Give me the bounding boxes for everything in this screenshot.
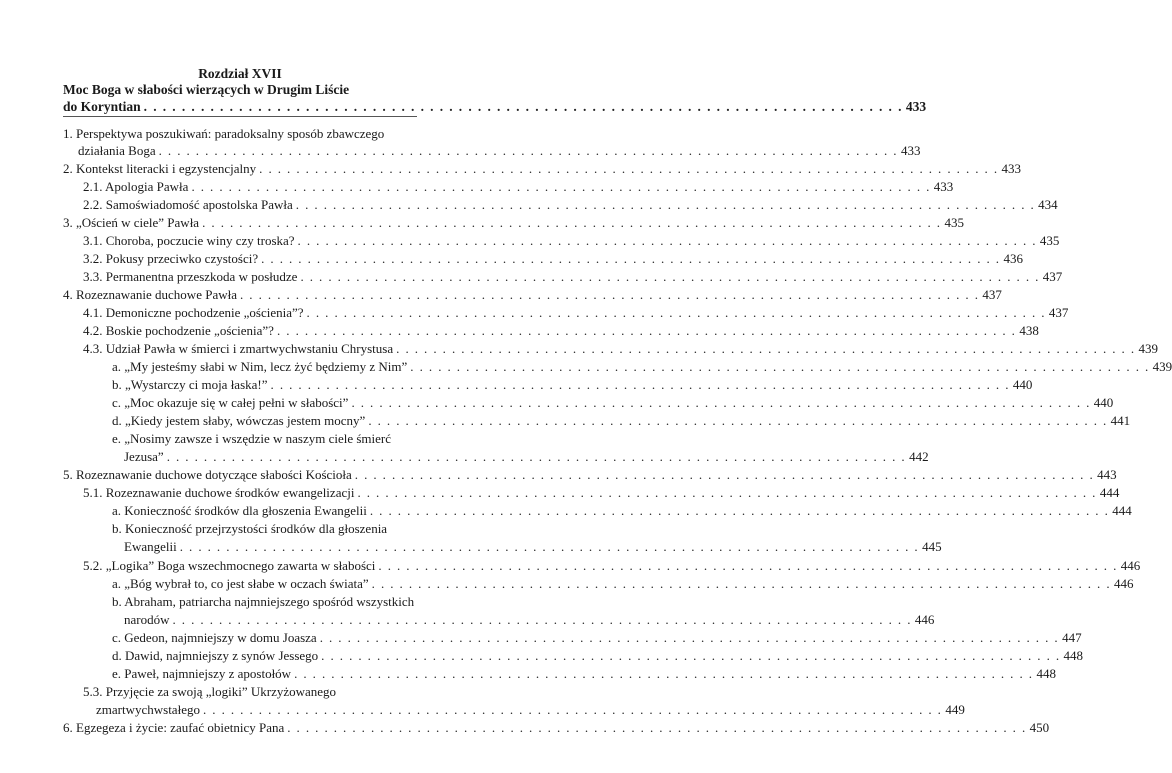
toc-entry — [63, 719, 1050, 737]
toc-entry-title: narodów — [124, 612, 170, 627]
toc-entry — [83, 250, 1023, 268]
toc-entry — [112, 394, 1114, 412]
toc-entry-title: b. Abraham, patriarcha najmniejszego spośród wszystkich — [112, 594, 415, 609]
dot-leader: . . . . . . . . . . . . . . . . . . . . . . . . . . . . . . . . . . . . . . . . . . . . . . . . . . . . . . . . . . . . . . . . . . . . . . . . . . . . . . . . — [396, 341, 1136, 356]
toc-entry-page: 445 — [922, 539, 942, 554]
chapter-title-text: Moc Boga w słabości wierzących w Drugim Liście — [63, 82, 350, 97]
toc-entry-title: 2.2. Samoświadomość apostolska Pawła — [83, 197, 293, 212]
toc-entry-title: 2.1. Apologia Pawła — [83, 179, 189, 194]
toc-entry-title: 5.2. „Logika” Boga wszechmocnego zawarta w słabości — [83, 558, 376, 573]
toc-entry-page: 437 — [1042, 269, 1063, 284]
toc-entry-title: b. Konieczność przejrzystości środków dla głoszenia — [112, 521, 388, 536]
dot-leader: . . . . . . . . . . . . . . . . . . . . . . . . . . . . . . . . . . . . . . . . . . . . . . . . . . . . . . . . . . . . . . . . . . . . . . . . . . . . . . . . — [319, 630, 1060, 645]
dot-leader: . . . . . . . . . . . . . . . . . . . . . . . . . . . . . . . . . . . . . . . . . . . . . . . . . . . . . . . . . . . . . . . . . . . . . . . . . . . . . . . . — [240, 287, 980, 302]
dot-leader: . . . . . . . . . . . . . . . . . . . . . . . . . . . . . . . . . . . . . . . . . . . . . . . . . . . . . . . . . . . . . . . . . . . . . . . . . . . . . . . . — [166, 449, 907, 464]
toc-entry — [112, 593, 417, 611]
dot-leader: . . . . . . . . . . . . . . . . . . . . . . . . . . . . . . . . . . . . . . . . . . . . . . . . . . . . . . . . . . . . . . . . . . . . . . . . . . . . . . . . — [297, 233, 1037, 248]
toc-entry-title: 5.1. Rozeznawanie duchowe środków ewangelizacji — [83, 485, 355, 500]
toc-entry-title: c. Gedeon, najmniejszy w domu Joasza — [112, 630, 317, 645]
chapter-title-page: 433 — [905, 99, 927, 114]
toc-entry-page: 446 — [914, 612, 935, 627]
dot-leader: . . . . . . . . . . . . . . . . . . . . . . . . . . . . . . . . . . . . . . . . . . . . . . . . . . . . . . . . . . . . . . . . . . . . . . . . . . . . . . . . — [294, 666, 1034, 681]
toc-entry-page: 438 — [1019, 323, 1039, 338]
toc-entry-page: 439 — [1152, 359, 1172, 374]
toc-entry — [83, 178, 954, 196]
dot-leader: . . . . . . . . . . . . . . . . . . . . . . . . . . . . . . . . . . . . . . . . . . . . . . . . . . . . . . . . . . . . . . . . . . . . . . . . . . . . . . . . — [410, 359, 1150, 374]
dot-leader: . . . . . . . . . . . . . . . . . . . . . . . . . . . . . . . . . . . . . . . . . . . . . . . . . . . . . . . . . . . . . . . . . . . . . . . . . . . . . . . . — [191, 179, 931, 194]
toc-entry — [83, 557, 1141, 575]
toc-entry-title: 5.3. Przyjęcie za swoją „logiki” Ukrzyżowanego — [83, 684, 337, 699]
toc-entry-page: 443 — [1097, 467, 1117, 482]
dot-leader: . . . . . . . . . . . . . . . . . . . . . . . . . . . . . . . . . . . . . . . . . . . . . . . . . . . . . . . . . . . . . . . . . . . . . . . . . . . . . . . . — [295, 197, 1036, 212]
toc-entry — [112, 358, 1172, 376]
toc-entry-title: 4.2. Boskie pochodzenie „ościenia”? — [83, 323, 274, 338]
toc-entry-page: 449 — [945, 702, 965, 717]
toc-entry-title: e. Paweł, najmniejszy z apostołów — [112, 666, 292, 681]
dot-leader: . . . . . . . . . . . . . . . . . . . . . . . . . . . . . . . . . . . . . . . . . . . . . . . . . . . . . . . . . . . . . . . . . . . . . . . . . . . . . . . . — [369, 503, 1110, 518]
toc-entry — [112, 629, 1082, 647]
toc-entry — [112, 520, 417, 538]
toc-entry-page: 433 — [900, 143, 921, 158]
toc-entry-page: 446 — [1114, 576, 1134, 591]
toc-entry — [63, 214, 964, 232]
dot-leader: . . . . . . . . . . . . . . . . . . . . . . . . . . . . . . . . . . . . . . . . . . . . . . . . . . . . . . . . . . . . . . . . . . . . . . . . . . . . . . . . — [261, 251, 1001, 266]
toc-entry-page: 448 — [1063, 648, 1084, 663]
toc-entry-title: d. Dawid, najmniejszy z synów Jessego — [112, 648, 319, 663]
chapter-heading: Rozdział XVII — [198, 66, 282, 81]
dot-leader: . . . . . . . . . . . . . . . . . . . . . . . . . . . . . . . . . . . . . . . . . . . . . . . . . . . . . . . . . . . . . . . . . . . . . . . . . . . . . . . . — [368, 413, 1108, 428]
toc-entry — [112, 430, 417, 448]
toc-entry-title: e. „Nosimy zawsze i wszędzie w naszym ciele śmierć — [112, 431, 392, 446]
toc-entry-title: 3.1. Choroba, poczucie winy czy troska? — [83, 233, 295, 248]
toc-entry — [112, 502, 1132, 520]
toc-entry — [112, 412, 1131, 430]
toc-entry-page: 434 — [1038, 197, 1058, 212]
dot-leader: . . . . . . . . . . . . . . . . . . . . . . . . . . . . . . . . . . . . . . . . . . . . . . . . . . . . . . . . . . . . . . . . . . . . . . . . . . . . . . . . — [179, 539, 920, 554]
toc-entry-page: 437 — [1048, 305, 1069, 320]
toc-entry-title: c. „Moc okazuje się w całej pełni w słabości” — [112, 395, 349, 410]
dot-leader: . . . . . . . . . . . . . . . . . . . . . . . . . . . . . . . . . . . . . . . . . . . . . . . . . . . . . . . . . . . . . . . . . . . . . . . . . . . . . . . . — [143, 99, 903, 114]
toc-entry — [124, 448, 929, 466]
toc-entry — [63, 160, 1021, 178]
toc-entry-title: Ewangelii — [124, 539, 177, 554]
toc-entry — [83, 683, 417, 701]
dot-leader: . . . . . . . . . . . . . . . . . . . . . . . . . . . . . . . . . . . . . . . . . . . . . . . . . . . . . . . . . . . . . . . . . . . . . . . . . . . . . . . . — [172, 612, 912, 627]
toc-entry — [78, 142, 921, 160]
dot-leader: . . . . . . . . . . . . . . . . . . . . . . . . . . . . . . . . . . . . . . . . . . . . . . . . . . . . . . . . . . . . . . . . . . . . . . . . . . . . . . . . — [357, 485, 1097, 500]
toc-entry-title: 3.3. Permanentna przeszkoda w posłudze — [83, 269, 298, 284]
dot-leader: . . . . . . . . . . . . . . . . . . . . . . . . . . . . . . . . . . . . . . . . . . . . . . . . . . . . . . . . . . . . . . . . . . . . . . . . . . . . . . . . — [351, 395, 1091, 410]
dot-leader: . . . . . . . . . . . . . . . . . . . . . . . . . . . . . . . . . . . . . . . . . . . . . . . . . . . . . . . . . . . . . . . . . . . . . . . . . . . . . . . . — [354, 467, 1095, 482]
toc-entry — [124, 538, 942, 556]
toc-entry-title: 4.1. Demoniczne pochodzenie „ościenia”? — [83, 305, 304, 320]
toc-entry-page: 444 — [1099, 485, 1120, 500]
toc-entry — [63, 286, 1002, 304]
chapter-title-line1 — [63, 81, 417, 99]
dot-leader: . . . . . . . . . . . . . . . . . . . . . . . . . . . . . . . . . . . . . . . . . . . . . . . . . . . . . . . . . . . . . . . . . . . . . . . . . . . . . . . . — [202, 215, 942, 230]
toc-entry — [112, 665, 1056, 683]
toc-entry-page: 448 — [1036, 666, 1056, 681]
toc-entry-page: 442 — [909, 449, 929, 464]
dot-leader: . . . . . . . . . . . . . . . . . . . . . . . . . . . . . . . . . . . . . . . . . . . . . . . . . . . . . . . . . . . . . . . . . . . . . . . . . . . . . . . . — [270, 377, 1010, 392]
toc-entry-page: 447 — [1062, 630, 1082, 645]
dot-leader: . . . . . . . . . . . . . . . . . . . . . . . . . . . . . . . . . . . . . . . . . . . . . . . . . . . . . . . . . . . . . . . . . . . . . . . . . . . . . . . . — [378, 558, 1118, 573]
toc-entry-page: 441 — [1110, 413, 1131, 428]
toc-entry-page: 437 — [982, 287, 1002, 302]
toc-entry — [83, 232, 1060, 250]
toc-entry — [63, 466, 1117, 484]
toc-entry — [83, 268, 1063, 286]
toc-entry-title: 4. Rozeznawanie duchowe Pawła — [63, 287, 237, 302]
toc-entry-title: a. „Bóg wybrał to, co jest słabe w oczach świata” — [112, 576, 369, 591]
dot-leader: . . . . . . . . . . . . . . . . . . . . . . . . . . . . . . . . . . . . . . . . . . . . . . . . . . . . . . . . . . . . . . . . . . . . . . . . . . . . . . . . — [306, 305, 1046, 320]
toc-entry — [112, 376, 1033, 394]
toc-entry-title: 4.3. Udział Pawła w śmierci i zmartwychwstaniu Chrystusa — [83, 341, 394, 356]
toc-entry-title: 3. „Oścień w ciele” Pawła — [63, 215, 200, 230]
separator-rule — [63, 116, 417, 117]
dot-leader: . . . . . . . . . . . . . . . . . . . . . . . . . . . . . . . . . . . . . . . . . . . . . . . . . . . . . . . . . . . . . . . . . . . . . . . . . . . . . . . . — [371, 576, 1112, 591]
chapter-title-text-cont: do Koryntian — [63, 99, 141, 114]
toc-entry-title: działania Boga — [78, 143, 156, 158]
toc-entry — [83, 484, 1120, 502]
toc-entry — [124, 611, 935, 629]
toc-entry-page: 439 — [1138, 341, 1158, 356]
toc-entry-title: Jezusa” — [124, 449, 164, 464]
dot-leader: . . . . . . . . . . . . . . . . . . . . . . . . . . . . . . . . . . . . . . . . . . . . . . . . . . . . . . . . . . . . . . . . . . . . . . . . . . . . . . . . — [321, 648, 1061, 663]
toc-entry-page: 433 — [1001, 161, 1021, 176]
toc-entry — [112, 647, 1084, 665]
toc-entry-title: a. Konieczność środków dla głoszenia Ewangelii — [112, 503, 367, 518]
toc-entry-page: 450 — [1029, 720, 1050, 735]
dot-leader: . . . . . . . . . . . . . . . . . . . . . . . . . . . . . . . . . . . . . . . . . . . . . . . . . . . . . . . . . . . . . . . . . . . . . . . . . . . . . . . . — [158, 143, 898, 158]
chapter-title-line2 — [63, 98, 927, 116]
toc-entry-title: 1. Perspektywa poszukiwań: paradoksalny sposób zbawczego — [63, 126, 385, 141]
toc-entry-title: 6. Egzegeza i życie: zaufać obietnicy Pana — [63, 720, 285, 735]
toc-entry — [83, 196, 1058, 214]
toc-entry — [63, 125, 417, 143]
toc-entry-page: 435 — [1039, 233, 1060, 248]
toc-entry-title: 3.2. Pokusy przeciwko czystości? — [83, 251, 259, 266]
toc-entry-page: 433 — [933, 179, 954, 194]
toc-entry — [83, 322, 1039, 340]
toc-entry — [83, 304, 1069, 322]
toc-entry-title: a. „My jesteśmy słabi w Nim, lecz żyć będziemy z Nim” — [112, 359, 408, 374]
toc-entry-title: zmartwychwstałego — [96, 702, 200, 717]
toc-entry-title: b. „Wystarczy ci moja łaska!” — [112, 377, 268, 392]
toc-entry-page: 446 — [1120, 558, 1141, 573]
toc-entry-page: 435 — [944, 215, 964, 230]
toc-entry — [83, 340, 1158, 358]
dot-leader: . . . . . . . . . . . . . . . . . . . . . . . . . . . . . . . . . . . . . . . . . . . . . . . . . . . . . . . . . . . . . . . . . . . . . . . . . . . . . . . . — [202, 702, 943, 717]
toc-entry-page: 436 — [1003, 251, 1023, 266]
toc-entry-title: 5. Rozeznawanie duchowe dotyczące słabości Kościoła — [63, 467, 352, 482]
dot-leader: . . . . . . . . . . . . . . . . . . . . . . . . . . . . . . . . . . . . . . . . . . . . . . . . . . . . . . . . . . . . . . . . . . . . . . . . . . . . . . . . — [287, 720, 1027, 735]
toc-entry-page: 444 — [1112, 503, 1132, 518]
toc-entry — [96, 701, 965, 719]
toc-entry-title: 2. Kontekst literacki i egzystencjalny — [63, 161, 257, 176]
toc-entry-page: 440 — [1012, 377, 1033, 392]
toc-entry — [112, 575, 1134, 593]
dot-leader: . . . . . . . . . . . . . . . . . . . . . . . . . . . . . . . . . . . . . . . . . . . . . . . . . . . . . . . . . . . . . . . . . . . . . . . . . . . . . . . . — [300, 269, 1040, 284]
toc-entry-title: d. „Kiedy jestem słaby, wówczas jestem mocny” — [112, 413, 366, 428]
toc-entry-page: 440 — [1093, 395, 1114, 410]
dot-leader: . . . . . . . . . . . . . . . . . . . . . . . . . . . . . . . . . . . . . . . . . . . . . . . . . . . . . . . . . . . . . . . . . . . . . . . . . . . . . . . . — [276, 323, 1017, 338]
dot-leader: . . . . . . . . . . . . . . . . . . . . . . . . . . . . . . . . . . . . . . . . . . . . . . . . . . . . . . . . . . . . . . . . . . . . . . . . . . . . . . . . — [259, 161, 999, 176]
